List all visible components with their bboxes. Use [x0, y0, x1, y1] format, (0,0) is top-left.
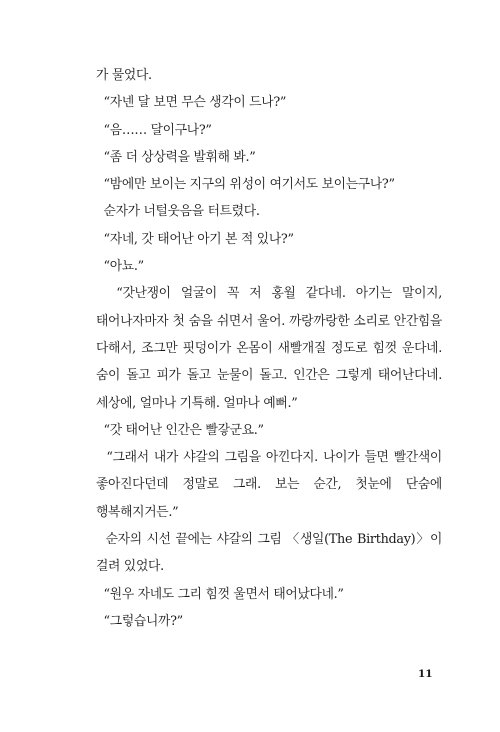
paragraph: “밤에만 보이는 지구의 위성이 여기서도 보이는구나?”	[96, 177, 395, 193]
paragraph: “음…… 달이구나?”	[96, 122, 212, 138]
paragraph: 순자가 너털웃음을 터트렸다.	[96, 204, 260, 220]
book-page-body	[96, 62, 442, 635]
paragraph: “좀 더 상상력을 발휘해 봐.”	[96, 149, 256, 165]
paragraph: 가 물었다.	[96, 68, 152, 83]
paragraph: “갓난쟁이 얼굴이 꼭 저 홍월 같다네. 아기는 말이지, 태어나자마자 첫 숨을 쉬면서 울어. 까랑까랑한 소리로 안간힘을 다해서, 조그만 핏덩이가 온몸이 새빨개질 정도로 힘껏 운다네. 숨이 돌고 피가 돌고 눈물이 돌고. 인간은 그렇게 태어난다네. 세상에, 얼마나 기특해. 얼마나 예뻐.”	[96, 286, 442, 411]
paragraph: “갓 태어난 인간은 빨갛군요.”	[96, 422, 264, 438]
page-number: 11	[418, 668, 433, 680]
paragraph: “아뇨.”	[96, 259, 144, 275]
paragraph: “그렇습니까?”	[96, 613, 183, 629]
paragraph: “자네, 갓 태어난 아기 본 적 있나?”	[96, 231, 294, 247]
paragraph: “자넨 달 보면 무슨 생각이 드나?”	[96, 95, 287, 111]
paragraph: “그래서 내가 샤갈의 그림을 아낀다지. 나이가 들면 빨간색이 좋아진다던데 정말로 그래. 보는 순간, 첫눈에 단숨에 행복해지거든.”	[96, 450, 442, 520]
paragraph: 순자의 시선 끝에는 샤갈의 그림 〈생일(The Birthday)〉이 걸려 있었다.	[96, 532, 442, 575]
paragraph: “원우 자네도 그리 힘껏 울면서 태어났다네.”	[96, 586, 344, 602]
